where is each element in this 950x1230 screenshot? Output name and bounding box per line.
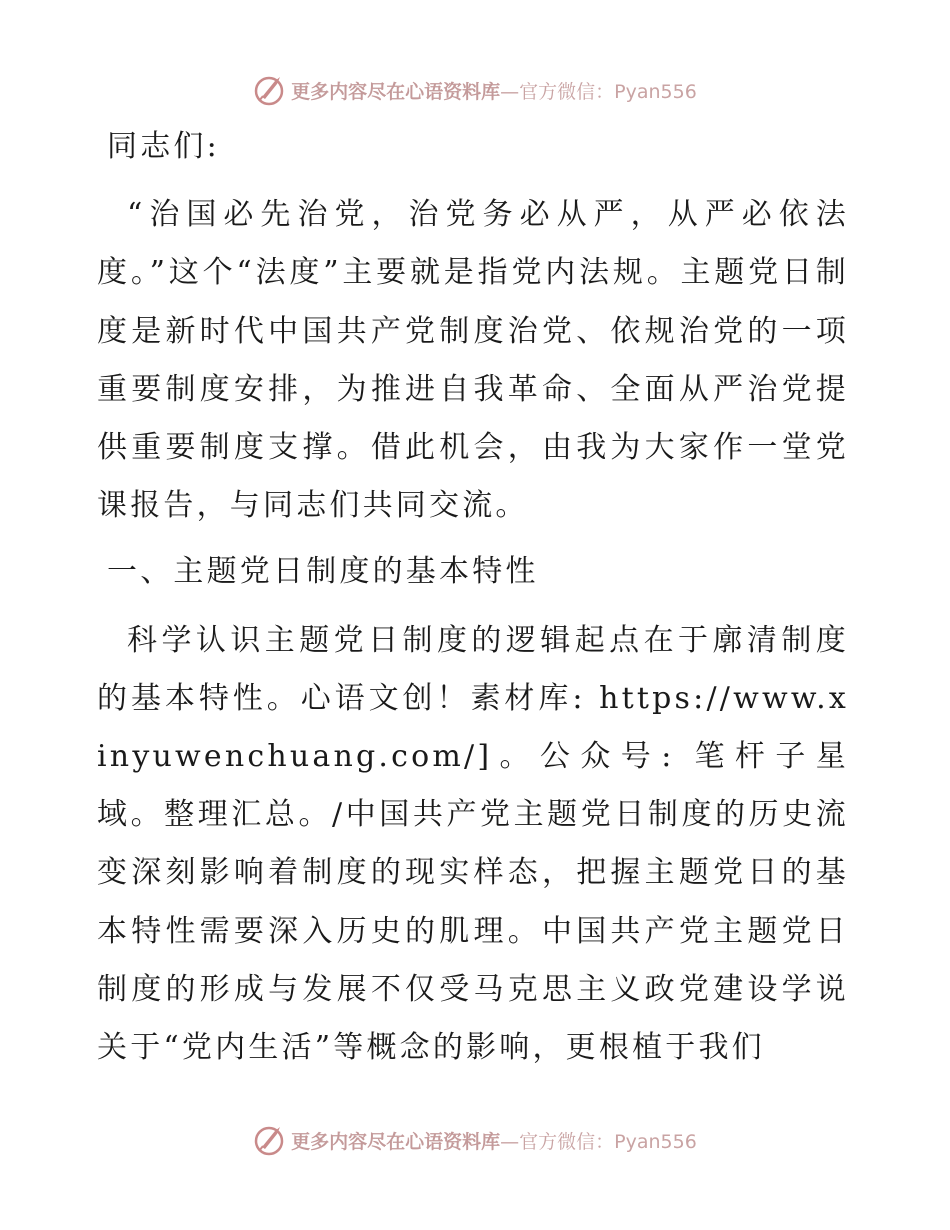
watermark-text: 更多内容尽在心语资料库—官方微信：Pyan556 xyxy=(291,80,697,103)
footer-watermark xyxy=(0,1118,950,1162)
paragraph: 科学认识主题党日制度的逻辑起点在于廓清制度的基本特性。心语文创！素材库: https://www.xinyuwenchuang.com/]。公众号: 笔杆子星域。整理汇总。/中国共产党主题党日制度的历史流变深刻影响着制度的现实样态，把握主题党日的基本特性需要深入历史的肌理。中国共产党主题党日制度的形成与发展不仅受马克思主义政党建设学说关于“党内生活”等概念的影响，更根植于我们 xyxy=(97,622,849,1066)
greeting: 同志们: xyxy=(107,129,220,164)
header-watermark xyxy=(0,68,950,112)
quill-logo-icon xyxy=(253,73,287,107)
watermark-text: 更多内容尽在心语资料库—官方微信：Pyan556 xyxy=(291,1130,697,1153)
section-heading: 一、主题党日制度的基本特性 xyxy=(107,554,539,590)
document-body xyxy=(97,118,849,1085)
quill-logo-icon xyxy=(253,1123,287,1157)
paragraph: “治国必先治党，治党务必从严，从严必依法度。”这个“法度”主要就是指党内法规。主题党日制度是新时代中国共产党制度治党、依规治党的一项重要制度安排，为推进自我革命、全面从严治党提供重要制度支撑。借此机会，由我为大家作一堂党课报告，与同志们共同交流。 xyxy=(97,197,849,524)
